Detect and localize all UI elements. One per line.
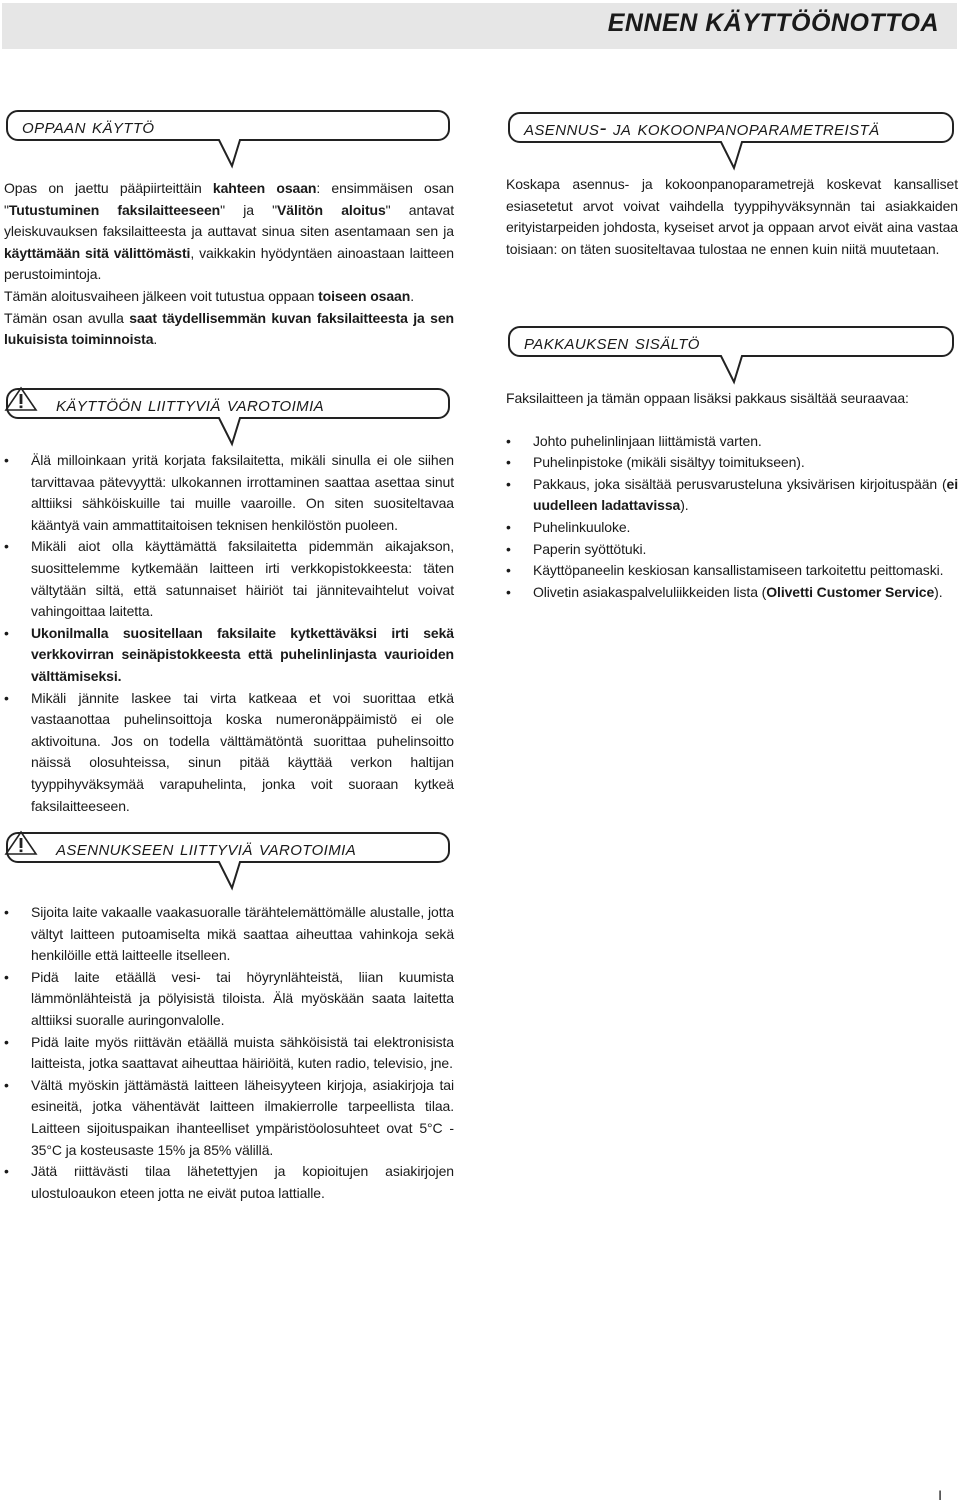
bullet-icon: •	[4, 1076, 9, 1093]
text-run: ).	[680, 497, 689, 514]
bullet-icon: •	[506, 583, 511, 600]
section-asennukseen	[4, 830, 454, 1204]
bold-text: saat täydellisemmän kuvan faksilaitteesta ja sen lukuisista toiminnoista	[4, 309, 454, 348]
bullet-icon: •	[4, 904, 9, 920]
section-title: asennus- ja kokoonpanoparametreistä	[524, 117, 880, 140]
bullet-icon: •	[4, 538, 9, 555]
warning-triangle-icon	[4, 386, 38, 412]
list-item	[4, 1075, 454, 1161]
list-item	[4, 536, 454, 622]
text-run: Älä milloinkaan yritä korjata faksilaitetta, mikäli sinulla ei ole siihen tarvittavaa pätevyyttä: ulkokannen irrottaminen saattaa asettaa sinut alttiiksi sähköiskuille tai muille vaaroille. On siten suositeltavaa kääntyä vain ammattitaitoisen teknisen henkilöstön puoleen.	[31, 452, 454, 533]
bold-text: Ukonilmalla suositellaan faksilaite kytkettäväksi irti sekä verkkovirran seinäpistokkeesta että puhelinlinjasta vaurioiden välttämiseksi.	[31, 624, 454, 684]
pakkaus-intro: Faksilaitteen ja tämän oppaan lisäksi pakkaus sisältää seuraavaa:	[506, 390, 909, 406]
list-item	[4, 450, 454, 536]
list-item	[506, 560, 958, 582]
heading-asennukseen	[4, 830, 454, 884]
header-bar	[2, 3, 957, 49]
list-item	[506, 431, 958, 453]
text-run: .	[410, 287, 414, 304]
text-run: Käyttöpaneelin keskiosan kansallistamiseen tarkoitettu peittomaski.	[533, 562, 944, 579]
list-item	[506, 452, 958, 474]
section-asennus	[506, 110, 958, 260]
list-item	[506, 517, 958, 539]
bullet-icon: •	[506, 475, 511, 492]
asennus-paragraph: Koskapa asennus- ja kokoonpanoparametrejä koskevat kansalliset esiasetetut arvot voivat vaihdella tyyppihyväksynnän tai asiakkaiden erityistarpeiden johdosta, kyseiset arvot ja oppaan arvot eivät aina vastaa toisiaan: on täten suositeltavaa tulostaa ne ennen kuin niitä muutetaan.	[506, 176, 958, 257]
section-title: käyttöön liittyviä varotoimia	[56, 393, 325, 416]
asennukseen-list	[4, 902, 454, 1204]
bullet-icon: •	[4, 624, 9, 641]
section-title: pakkauksen sisältö	[524, 331, 700, 354]
oppaan-paragraph-3	[4, 308, 454, 351]
oppaan-paragraph-2	[4, 286, 454, 308]
section-kayttoon	[4, 386, 454, 817]
text-run: " ja "	[220, 201, 278, 218]
warning-triangle-icon	[4, 830, 38, 856]
list-item-text: Pidä laite etäällä vesi- tai höyrynlähteistä, liian kuumista lämmönlähteistä ja pölyisistä tiloista. Älä myöskään saata laitetta alttiiksi suoralle auringonvalolle.	[31, 968, 454, 1028]
bold-text: Tutustuminen faksilaitteeseen	[8, 201, 221, 218]
kayttoon-list	[4, 450, 454, 817]
page-number: I	[938, 1487, 942, 1503]
bullet-icon: •	[506, 432, 511, 449]
bold-text: Olivetti Customer Service	[766, 583, 935, 600]
list-item	[506, 474, 958, 517]
heading-kayttoon	[4, 386, 454, 440]
text-run: Olivetin asiakaspalveluliikkeiden lista (	[533, 583, 767, 600]
list-item-text: Sijoita laite vakaalle vaakasuoralle tärähtelemättömälle alustalle, jotta vältyt laitteen putoamiselta mikä saattaa aiheuttaa vahinkoja sekä henkilöille että laitteelle itselleen.	[31, 904, 454, 964]
text-run: Puhelinpistoke (mikäli sisältyy toimitukseen).	[533, 454, 805, 471]
bullet-icon: •	[4, 1163, 9, 1180]
bullet-icon: •	[4, 968, 9, 985]
bullet-icon: •	[506, 562, 511, 579]
list-item	[4, 623, 454, 688]
list-item	[4, 1161, 454, 1204]
text-run: .	[153, 331, 158, 348]
text-run: Puhelinkuuloke.	[533, 518, 631, 535]
text-run: Pakkaus, joka sisältää perusvarusteluna yksivärisen kirjoituspään (	[533, 475, 947, 492]
list-item	[506, 539, 958, 561]
page-title: ENNEN KÄYTTÖÖNOTTOA	[607, 9, 939, 37]
list-item-text: Vältä myöskin jättämästä laitteen läheisyyteen kirjoja, asiakirjoja tai esineitä, jotka vähentävät laitteen ilmakierrolle tarpeellista tilaa. Laitteen sijoituspaikan ihanteelliset ympäristöolosuhteet ovat 5°C - 35°C ja kosteusaste 15% ja 85% välillä.	[31, 1076, 454, 1158]
text-run: ).	[934, 583, 943, 600]
text-run: Opas on jaettu pääpiirteittäin	[4, 180, 213, 196]
list-item	[4, 902, 454, 967]
bold-text: Välitön aloitus	[277, 201, 386, 218]
bullet-icon: •	[4, 1033, 9, 1050]
bold-text: toiseen osaan	[318, 287, 411, 304]
heading-oppaan	[4, 108, 454, 162]
bullet-icon: •	[4, 689, 9, 706]
oppaan-paragraph-1	[4, 178, 454, 286]
section-pakkaus	[506, 324, 958, 603]
section-title: asennukseen liittyviä varotoimia	[56, 837, 357, 860]
pakkaus-list	[506, 431, 958, 604]
list-item	[4, 967, 454, 1032]
bullet-icon: •	[506, 540, 511, 557]
bullet-icon: •	[506, 518, 511, 535]
text-run: Tämän osan avulla	[4, 309, 130, 326]
list-item	[4, 1032, 454, 1075]
heading-pakkaus	[506, 324, 958, 378]
section-oppaan	[4, 108, 454, 351]
text-run: Mikäli jännite laskee tai virta katkeaa et voi suorittaa etkä vastaanottaa puhelinsoittoja koska numeronäppäimistö ei ole aktivoituna. Jos on todella välttämätöntä suorittaa puhelinsoitto näissä olosuhteissa, sinun pitää käyttää verkon haltijan tyyppihyväksymää varapuhelinta, jonka voit suoraan kytkeä faksilaitteeseen.	[31, 689, 454, 814]
text-run: : ensimmäisen osan "	[4, 180, 454, 218]
bold-text: ei uudelleen ladattavissa	[533, 475, 958, 514]
list-item-text: Jätä riittävästi tilaa lähetettyjen ja kopioitujen asiakirjojen ulostuloaukon eteen jotta ne eivät putoa lattialle.	[31, 1163, 454, 1201]
list-item-text: Pidä laite myös riittävän etäällä muista sähköisistä tai elektronisista laitteista, jotka saattavat aiheuttaa häiriöitä, kuten radio, televisio, jne.	[31, 1033, 454, 1072]
text-run: Mikäli aiot olla käyttämättä faksilaitetta pidemmän aikajakson, suosittelemme kytkemään laitteen irti verkkopistokkeesta: täten vältytään siltä, että satunnaiset häiriöt tai jännitevaihtelut voivat vahingoittaa laitetta.	[31, 538, 454, 620]
bold-text: käyttämään sitä välittömästi	[4, 244, 191, 261]
text-run: Tämän aloitusvaiheen jälkeen voit tutustua oppaan	[4, 287, 319, 304]
bullet-icon: •	[4, 452, 9, 468]
bullet-icon: •	[506, 454, 511, 471]
bold-text: kahteen osaan	[212, 180, 317, 196]
text-run: , vaikkakin hyödyntäen ainoastaan laitteen perustoimintoja.	[4, 244, 454, 283]
text-run: Johto puhelinlinjaan liittämistä varten.	[533, 432, 762, 449]
text-run: Paperin syöttötuki.	[533, 540, 647, 557]
heading-asennus	[506, 110, 958, 164]
section-title: oppaan käyttö	[22, 115, 155, 138]
list-item	[4, 688, 454, 818]
list-item	[506, 582, 958, 604]
text-run: " antavat yleiskuvauksen faksilaitteesta ja auttavat sinua siten asentamaan sen ja	[4, 201, 455, 240]
